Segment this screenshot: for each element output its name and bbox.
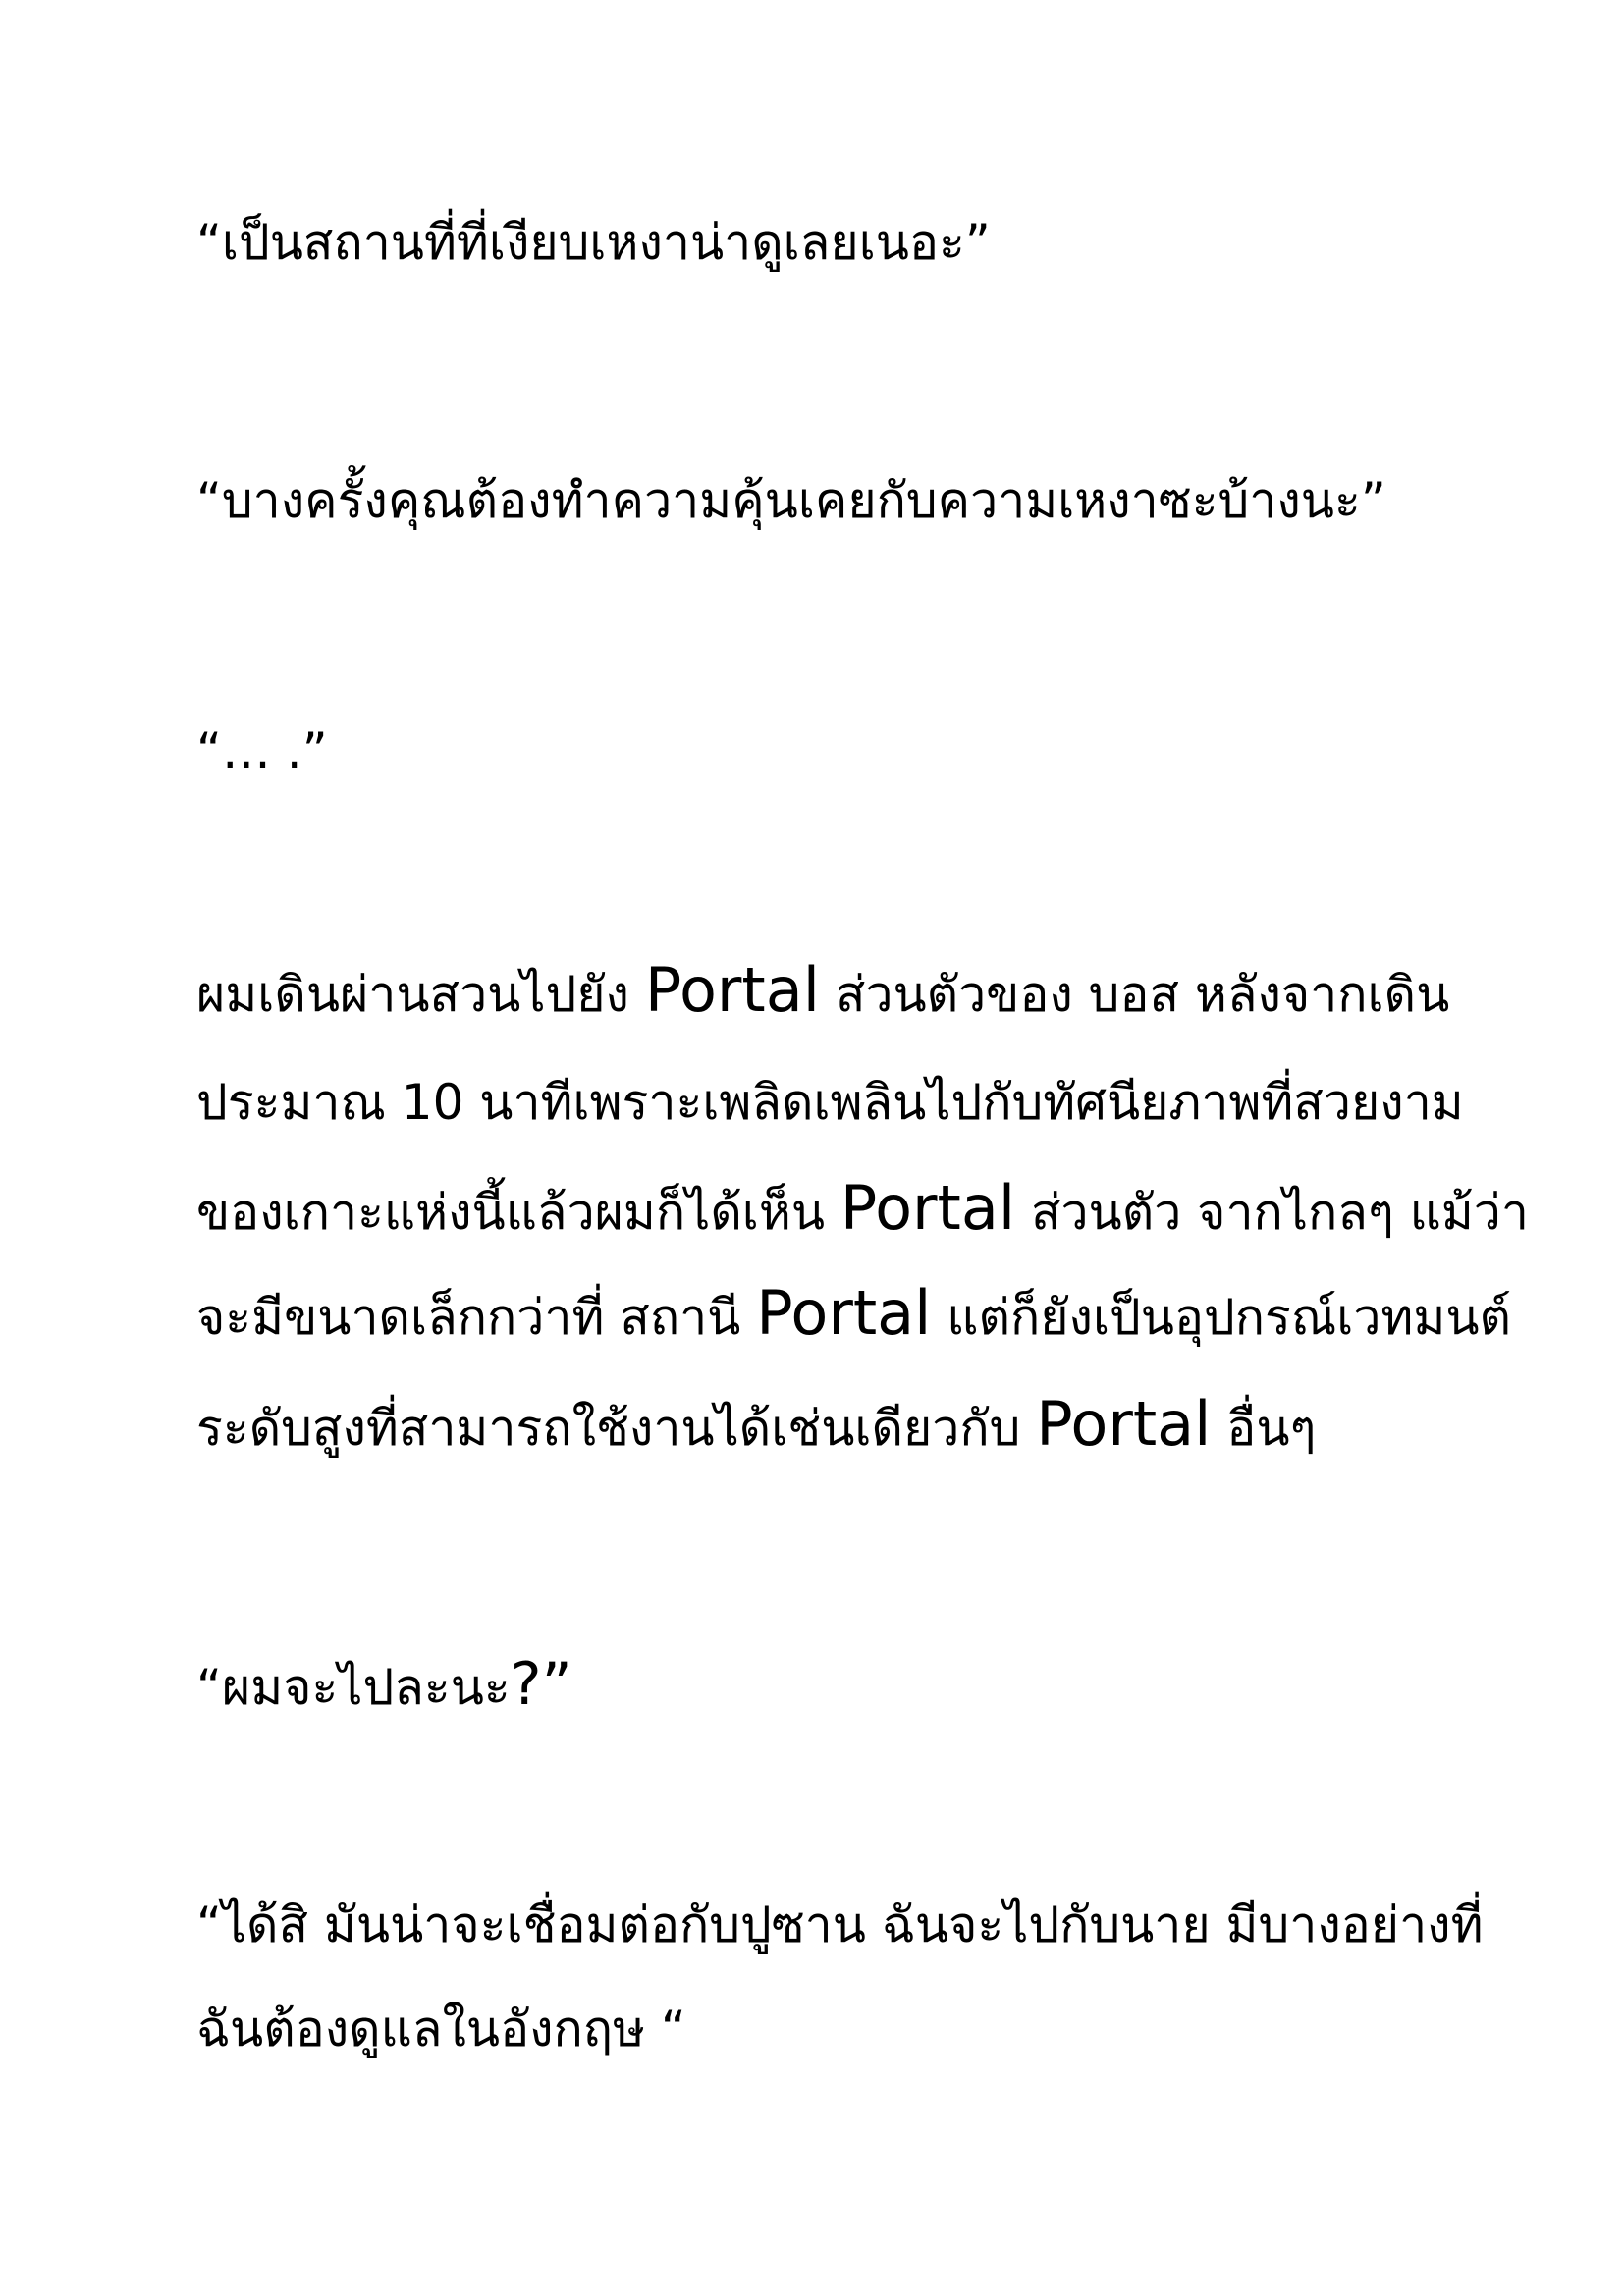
text-line	[196, 214, 991, 271]
text-line	[196, 472, 1386, 529]
text-run: Portal	[756, 1277, 932, 1349]
text-run: ประมาณ 10 นาทีเพราะเพลิดเพลินไปกับทัศนียภาพที่สวยงาม	[196, 1074, 1464, 1131]
text-run: “ผมจะไปละนะ	[196, 1659, 511, 1716]
text-line	[196, 1650, 572, 1719]
text-run: อื่นๆ	[1211, 1400, 1317, 1457]
text-run: แต่ก็ยังเป็นอุปกรณ์เวทมนต์	[931, 1289, 1511, 1346]
text-run: Portal	[644, 954, 820, 1026]
text-run: Portal	[1036, 1388, 1212, 1460]
text-run: ส่วนตัวของ บอส หลังจากเดิน	[819, 966, 1450, 1023]
text-line	[196, 1172, 1529, 1244]
text-run: “บางครั้งคุณต้องทำความคุ้นเคยกับความเหงาซะบ้างนะ”	[196, 472, 1386, 529]
text-line	[196, 1388, 1317, 1460]
text-run: ผมเดินผ่านสวนไปยัง	[196, 966, 645, 1023]
text-run: “เป็นสถานที่ที่เงียบเหงาน่าดูเลยเนอะ”	[196, 214, 991, 271]
text-line	[196, 1277, 1511, 1349]
text-line	[196, 954, 1450, 1026]
text-run: “… .”	[196, 722, 328, 779]
text-run: ฉันต้องดูแลในอังกฤษ “	[196, 2001, 686, 2057]
text-run: จะมีขนาดเล็กกว่าที่ สถานี	[196, 1289, 757, 1346]
text-line	[196, 2001, 686, 2057]
text-line	[196, 1896, 1484, 1953]
text-line	[196, 1074, 1464, 1131]
text-run: ?”	[510, 1650, 572, 1719]
text-run: ส่วนตัว จากไกลๆ แม้ว่า	[1015, 1184, 1529, 1241]
text-run: ของเกาะแห่งนี้แล้วผมก็ได้เห็น	[196, 1184, 840, 1241]
text-run: Portal	[839, 1172, 1016, 1244]
text-line	[196, 722, 328, 779]
text-run: ระดับสูงที่สามารถใช้งานได้เช่นเดียวกับ	[196, 1400, 1037, 1457]
text-run: “ได้สิ มันน่าจะเชื่อมต่อกับปูซาน ฉันจะไปกับนาย มีบางอย่างที่	[196, 1896, 1484, 1953]
